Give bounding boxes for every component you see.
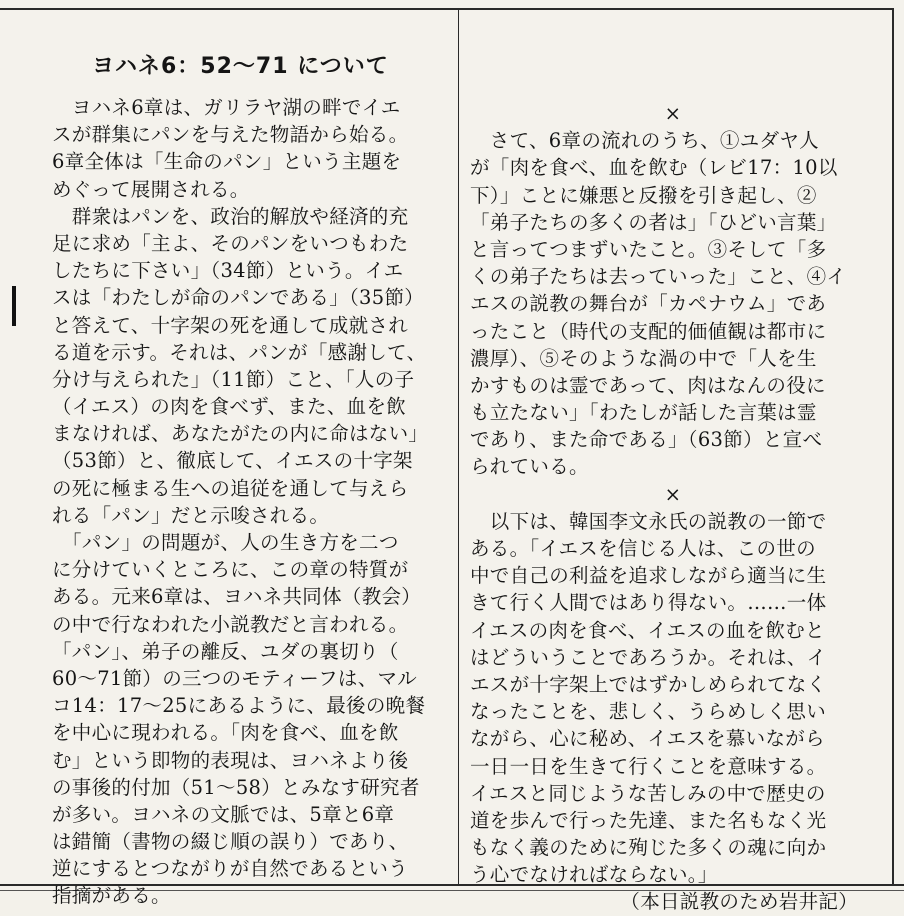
text-line: コ14：17〜25にあるように、最後の晩餐	[52, 694, 426, 718]
text-line: であり、また命である」（63節）と宣べ	[470, 428, 823, 452]
text-line: 「弟子たちの多くの者は」「ひどい言葉」	[470, 210, 837, 234]
text-line: めぐって展開される。	[52, 177, 250, 201]
signature: （本日説教のため岩井記）	[620, 890, 858, 914]
text-line: 下）」ことに嫌悪と反撥を引き起し、②	[470, 183, 817, 207]
text-line: ある。元来6章は、ヨハネ共同体（教会）	[52, 585, 422, 609]
text-line: もなく義のために殉じた多くの魂に向か	[470, 836, 827, 860]
text-line: 指摘がある。	[52, 884, 171, 908]
text-line: が多い。ヨハネの文脈では、5章と6章	[52, 802, 395, 826]
text-line: 群衆はパンを、政治的解放や経済的充	[52, 204, 409, 228]
text-line: 一日一日を生きて行くことを意味する。	[470, 754, 827, 778]
text-line: （53節）と、徹底して、イエスの十字架	[52, 449, 413, 473]
text-line: と言ってつまずいたこと。③そして「多	[470, 237, 827, 261]
right-paragraph-1	[470, 127, 876, 480]
text-line: ある。「イエスを信じる人は、この世の	[470, 537, 816, 560]
text-line: が「肉を食べ、血を飲む（レビ17：10以	[470, 156, 838, 180]
text-line: スは「わたしが命のパンである」（35節）	[52, 286, 425, 310]
article-title: ヨハネ6：52〜71 について	[92, 53, 389, 79]
text-line: はどういうことであろうか。それは、イ	[470, 645, 827, 669]
text-line: きて行く人間ではあり得ない。……一体	[470, 591, 827, 615]
text-line: の死に極まる生への追従を通して与えら	[52, 476, 409, 500]
right-border-rule	[892, 8, 894, 886]
text-line: 6章全体は「生命のパン」という主題を	[52, 150, 402, 174]
text-line: 60〜71節）の三つのモティーフは、マル	[52, 666, 418, 690]
text-line: エスが十字架上ではずかしめられてなく	[470, 672, 827, 696]
text-line: れる「パン」だと示唆される。	[52, 503, 330, 527]
text-line: 以下は、韓国李文永氏の説教の一節で	[470, 509, 827, 533]
text-line: ヨハネ6章は、ガリラヤ湖の畔でイエ	[52, 96, 401, 119]
text-line: イエスと同じような苦しみの中で歴史の	[470, 781, 826, 805]
text-line: と答えて、十字架の死を通して成就され	[52, 313, 409, 337]
text-line: 足に求め「主よ、そのパンをいつもわた	[52, 231, 409, 255]
text-line: む」という即物的表現は、ヨハネより後	[52, 748, 409, 772]
text-line: 道を歩んで行った先達、また名もなく光	[470, 808, 827, 832]
text-line: は錯簡（書物の綴じ順の誤り）であり、	[52, 830, 409, 854]
text-line: 「パン」の問題が、人の生き方を二つ	[52, 531, 399, 554]
margin-mark	[12, 286, 16, 326]
text-line: （イエス）の肉を食べず、また、血を飲	[52, 395, 407, 419]
text-line: スが群集にパンを与えた物語から始る。	[52, 123, 409, 147]
section-divider-cross: ×	[664, 482, 682, 506]
text-line: 「パン」、弟子の離反、ユダの裏切り（	[52, 639, 399, 663]
text-line: る道を示す。それは、パンが「感謝して、	[52, 340, 427, 364]
text-line: 逆にするとつながりが自然であるという	[52, 857, 409, 881]
text-line: 濃厚）、⑤そのような渦の中で「人を生	[470, 346, 817, 370]
text-line: られている。	[470, 455, 589, 479]
text-line: を中心に現われる。「肉を食べ、血を飲	[52, 721, 399, 745]
section-divider-cross: ×	[664, 102, 682, 125]
text-line: 分け与えられた」（11節）こと、「人の子	[52, 367, 415, 391]
text-line: エスの説教の舞台が「カペナウム」であ	[470, 292, 827, 316]
text-line: う心でなければならない。」	[470, 863, 718, 887]
right-column	[470, 104, 876, 916]
right-paragraph-2	[470, 508, 876, 889]
left-column	[52, 94, 452, 910]
text-line: イエスの肉を食べ、イエスの血を飲むと	[470, 618, 825, 642]
text-line: 中で自己の利益を追求しながら適当に生	[470, 564, 827, 588]
text-line: も立たない」「わたしが話した言葉は霊	[470, 401, 817, 425]
text-line: かすものは霊であって、肉はなんの役に	[470, 373, 826, 397]
text-line: ながら、心に秘め、イエスを慕いながら	[470, 727, 825, 751]
text-line: ったこと（時代の支配的価値観は都市に	[470, 319, 827, 343]
text-line: くの弟子たちは去っていった」こと、④イ	[470, 265, 847, 289]
text-line: の中で行なわれた小説教だと言われる。	[52, 612, 409, 636]
text-line: に分けていくところに、この章の特質が	[52, 558, 409, 582]
text-line: さて、6章の流れのうち、①ユダヤ人	[470, 129, 819, 153]
text-line: の事後的付加（51〜58）とみなす研究者	[52, 775, 420, 799]
column-divider	[458, 10, 459, 884]
top-border-rule	[0, 8, 892, 10]
text-line: したちに下さい」（34節）という。イエ	[52, 259, 404, 283]
text-line: なったことを、悲しく、うらめしく思い	[470, 700, 827, 724]
text-line: まなければ、あなたがたの内に命はない」	[52, 422, 429, 446]
